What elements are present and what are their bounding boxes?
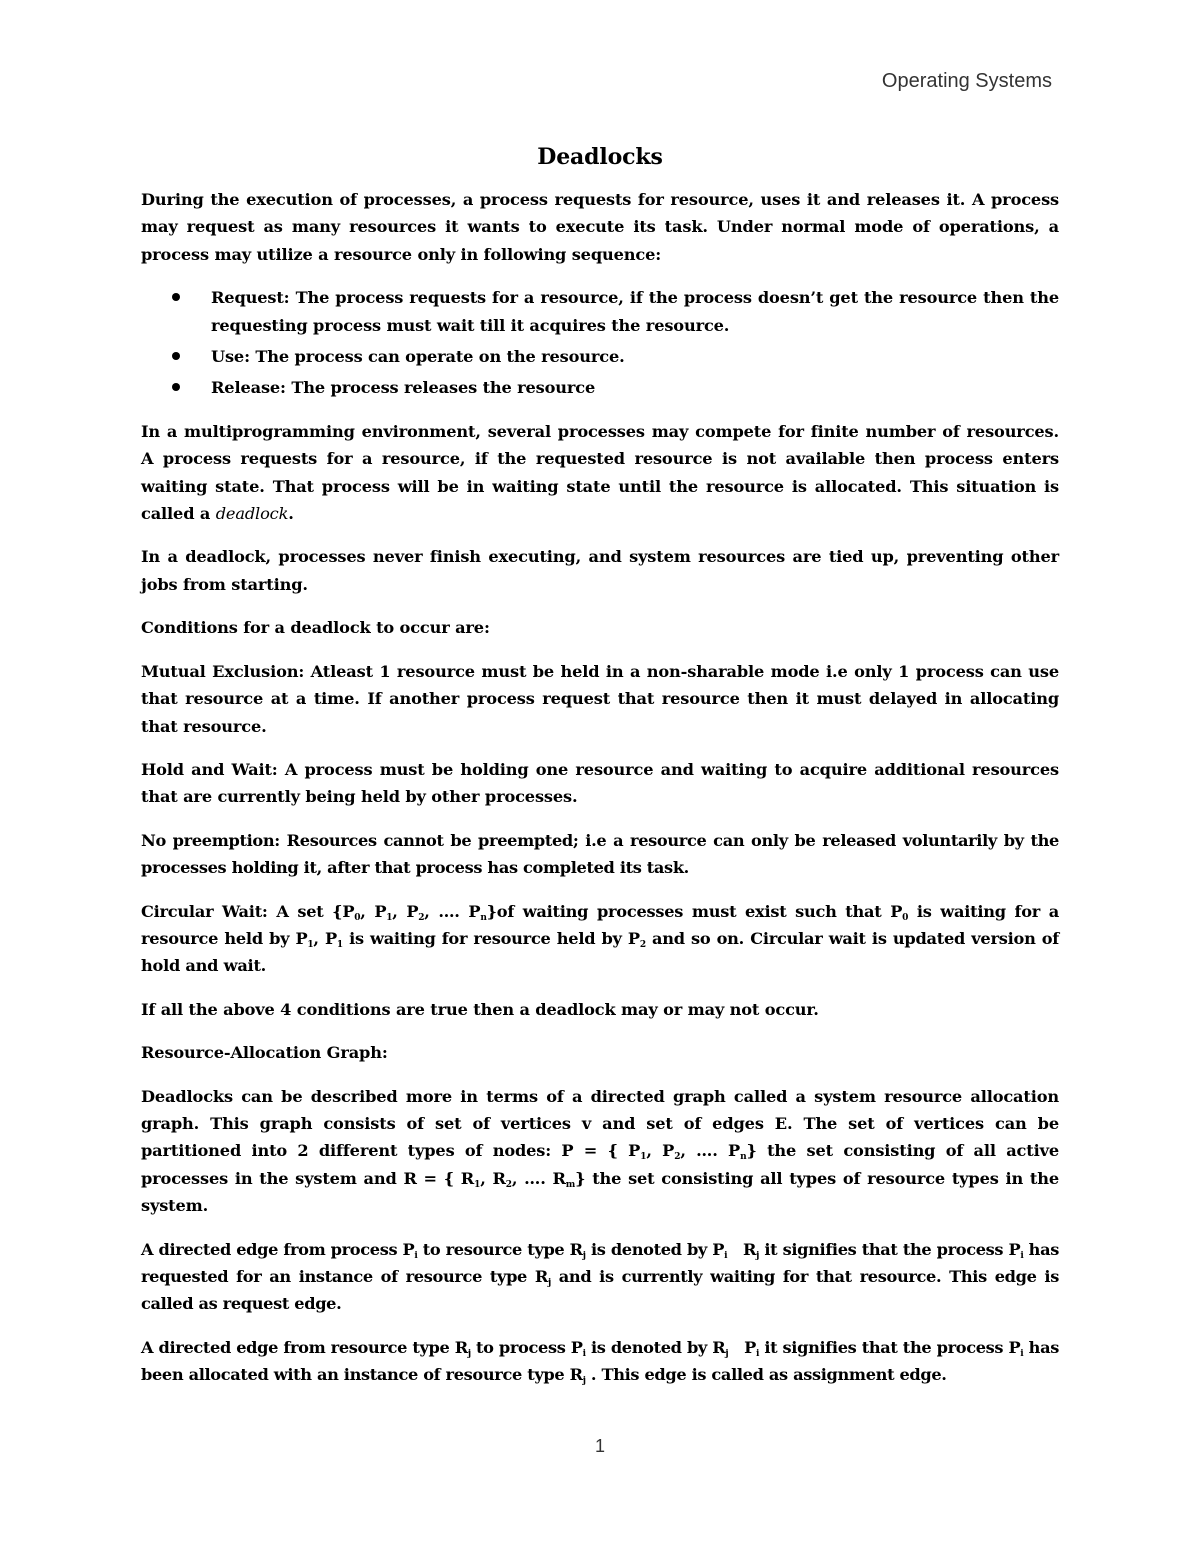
text-run: . This edge is called as assignment edge. bbox=[585, 1365, 947, 1385]
subscript: j bbox=[547, 1278, 551, 1288]
subscript: 0 bbox=[902, 912, 909, 923]
text-run: A directed edge from resource type R bbox=[141, 1337, 468, 1357]
text-run: to process P bbox=[470, 1337, 583, 1357]
condition-term: Mutual Exclusion: bbox=[141, 661, 305, 681]
text-run: , …. P bbox=[424, 901, 481, 921]
condition-term: Hold and Wait: bbox=[141, 759, 278, 779]
text-run: A set {P bbox=[276, 901, 355, 921]
subscript: j bbox=[725, 1348, 729, 1359]
subscript: n bbox=[480, 912, 487, 923]
text-run: is denoted by P bbox=[585, 1239, 725, 1259]
paragraph-text: In a multiprogramming environment, several processes may compete for finite number of resources. A process requests for a resource, if the requested resource is not available then process enters waiting state. That process will be in waiting state until the resource is allocated. This situation is called a bbox=[141, 421, 1059, 524]
all-conditions-paragraph: If all the above 4 conditions are true then a deadlock may or may not occur. bbox=[141, 999, 819, 1019]
subscript: 2 bbox=[674, 1152, 681, 1163]
text-run: and is currently waiting for that resource. This edge is called as request edge. bbox=[141, 1267, 1059, 1314]
subscript: j bbox=[582, 1376, 586, 1387]
list-item bbox=[211, 343, 1059, 370]
resource-sequence-list bbox=[141, 284, 1059, 402]
text-run: , …. P bbox=[680, 1141, 741, 1161]
subscript: 0 bbox=[354, 912, 361, 923]
condition-text: A process must be holding one resource and waiting to acquire additional resources that are currently being held by other processes. bbox=[141, 759, 1059, 807]
condition-text: Atleast 1 resource must be held in a non-sharable mode i.e only 1 process can use that resource at a time. If another process request that resource then it must delayed in allocating that resource. bbox=[141, 661, 1059, 736]
subscript: i bbox=[414, 1250, 418, 1261]
condition-term: Circular Wait: bbox=[141, 901, 268, 921]
text-run: has been allocated with an instance of resource type R bbox=[141, 1337, 1059, 1385]
subscript: 2 bbox=[418, 912, 425, 923]
deadlock-keyword: deadlock bbox=[215, 504, 289, 524]
list-item-text: The process can operate on the resource. bbox=[255, 347, 625, 367]
condition-text: Resources cannot be preempted; i.e a resource can only be released voluntarily by the processes holding it, after that process has completed its task. bbox=[141, 830, 1059, 878]
subscript: 1 bbox=[474, 1179, 481, 1190]
text-run: and so on. Circular wait is updated version of hold and wait. bbox=[141, 928, 1060, 976]
subscript: 1 bbox=[386, 912, 393, 923]
text-run: is waiting for resource held by P bbox=[342, 928, 640, 948]
condition-no-preemption bbox=[141, 827, 1059, 882]
subscript: j bbox=[756, 1250, 760, 1261]
paragraph-end: . bbox=[288, 504, 294, 524]
document-body bbox=[141, 142, 1059, 1405]
running-header: Operating Systems bbox=[881, 70, 1052, 92]
text-run: to resource type R bbox=[417, 1239, 583, 1259]
text-run: } the set consisting all types of resource types in the system. bbox=[141, 1168, 1059, 1216]
subscript: 1 bbox=[640, 1152, 647, 1163]
assignment-edge-paragraph bbox=[141, 1334, 1059, 1389]
text-run: A directed edge from process P bbox=[141, 1239, 415, 1259]
list-item-term: Release: bbox=[211, 378, 286, 398]
conditions-heading: Conditions for a deadlock to occur are: bbox=[141, 618, 490, 638]
list-item-text: The process releases the resource bbox=[291, 378, 596, 398]
condition-mutual-exclusion bbox=[141, 658, 1059, 740]
list-item-text: The process requests for a resource, if the process doesn’t get the resource then the requesting process must wait till it acquires the resource. bbox=[211, 288, 1059, 335]
request-edge-paragraph bbox=[141, 1236, 1059, 1318]
subscript: j bbox=[467, 1348, 471, 1359]
deadlock-effect-paragraph: In a deadlock, processes never finish executing, and system resources are tied up, preventing other jobs from starting. bbox=[141, 547, 1059, 594]
subscript: i bbox=[1020, 1348, 1024, 1359]
text-run: , P bbox=[646, 1141, 675, 1161]
condition-term: No preemption: bbox=[141, 830, 280, 850]
text-run: , P bbox=[313, 928, 337, 948]
subscript: m bbox=[565, 1179, 576, 1190]
subscript: i bbox=[755, 1348, 760, 1359]
intro-paragraph: During the execution of processes, a process requests for resource, uses it and releases it. A process may request as many resources it wants to execute its task. Under normal mode of operations, a process may utilize a resource only in following sequence: bbox=[141, 190, 1059, 264]
subscript: j bbox=[582, 1250, 586, 1261]
subscript: 1 bbox=[336, 939, 343, 950]
text-run: , …. R bbox=[511, 1168, 566, 1188]
condition-hold-and-wait bbox=[141, 756, 1059, 811]
subscript: i bbox=[724, 1250, 728, 1261]
text-run: is denoted by R bbox=[585, 1337, 726, 1357]
text-run: it signifies that the process P bbox=[759, 1337, 1021, 1357]
subscript: 2 bbox=[639, 939, 646, 950]
text-run: } the set consisting of all active processes in the system and R = { R bbox=[141, 1141, 1059, 1188]
rag-paragraph bbox=[141, 1083, 1059, 1220]
list-item-term: Use: bbox=[211, 347, 250, 367]
subscript: i bbox=[582, 1348, 586, 1359]
text-run: , R bbox=[480, 1168, 506, 1188]
subscript: n bbox=[740, 1152, 747, 1163]
text-run: , P bbox=[392, 901, 419, 921]
page-title: Deadlocks bbox=[537, 144, 663, 170]
page-number: 1 bbox=[594, 1436, 605, 1456]
multiprogramming-paragraph bbox=[141, 418, 1059, 528]
list-item-term: Request: bbox=[211, 288, 290, 308]
list-item bbox=[211, 374, 1059, 401]
rag-heading: Resource-Allocation Graph: bbox=[141, 1043, 388, 1063]
text-run: Deadlocks can be described more in terms of a directed graph called a system resource allocation graph. This graph consists of set of vertices v and set of edges E. The set of vertices can be partitioned into 2 different types of nodes: P = { P bbox=[141, 1086, 1059, 1161]
text-run: has requested for an instance of resource type R bbox=[141, 1239, 1060, 1286]
subscript: 1 bbox=[307, 939, 314, 950]
condition-circular-wait bbox=[141, 898, 1059, 980]
text-run: R bbox=[727, 1239, 757, 1259]
list-item bbox=[211, 284, 1059, 339]
text-run: , P bbox=[360, 901, 387, 921]
text-run: P bbox=[728, 1337, 756, 1357]
text-run: it signifies that the process P bbox=[759, 1239, 1021, 1259]
text-run: is waiting for a resource held by P bbox=[141, 901, 1059, 948]
subscript: i bbox=[1020, 1250, 1024, 1261]
subscript: 2 bbox=[505, 1179, 512, 1190]
text-run: }of waiting processes must exist such that P bbox=[486, 901, 903, 921]
